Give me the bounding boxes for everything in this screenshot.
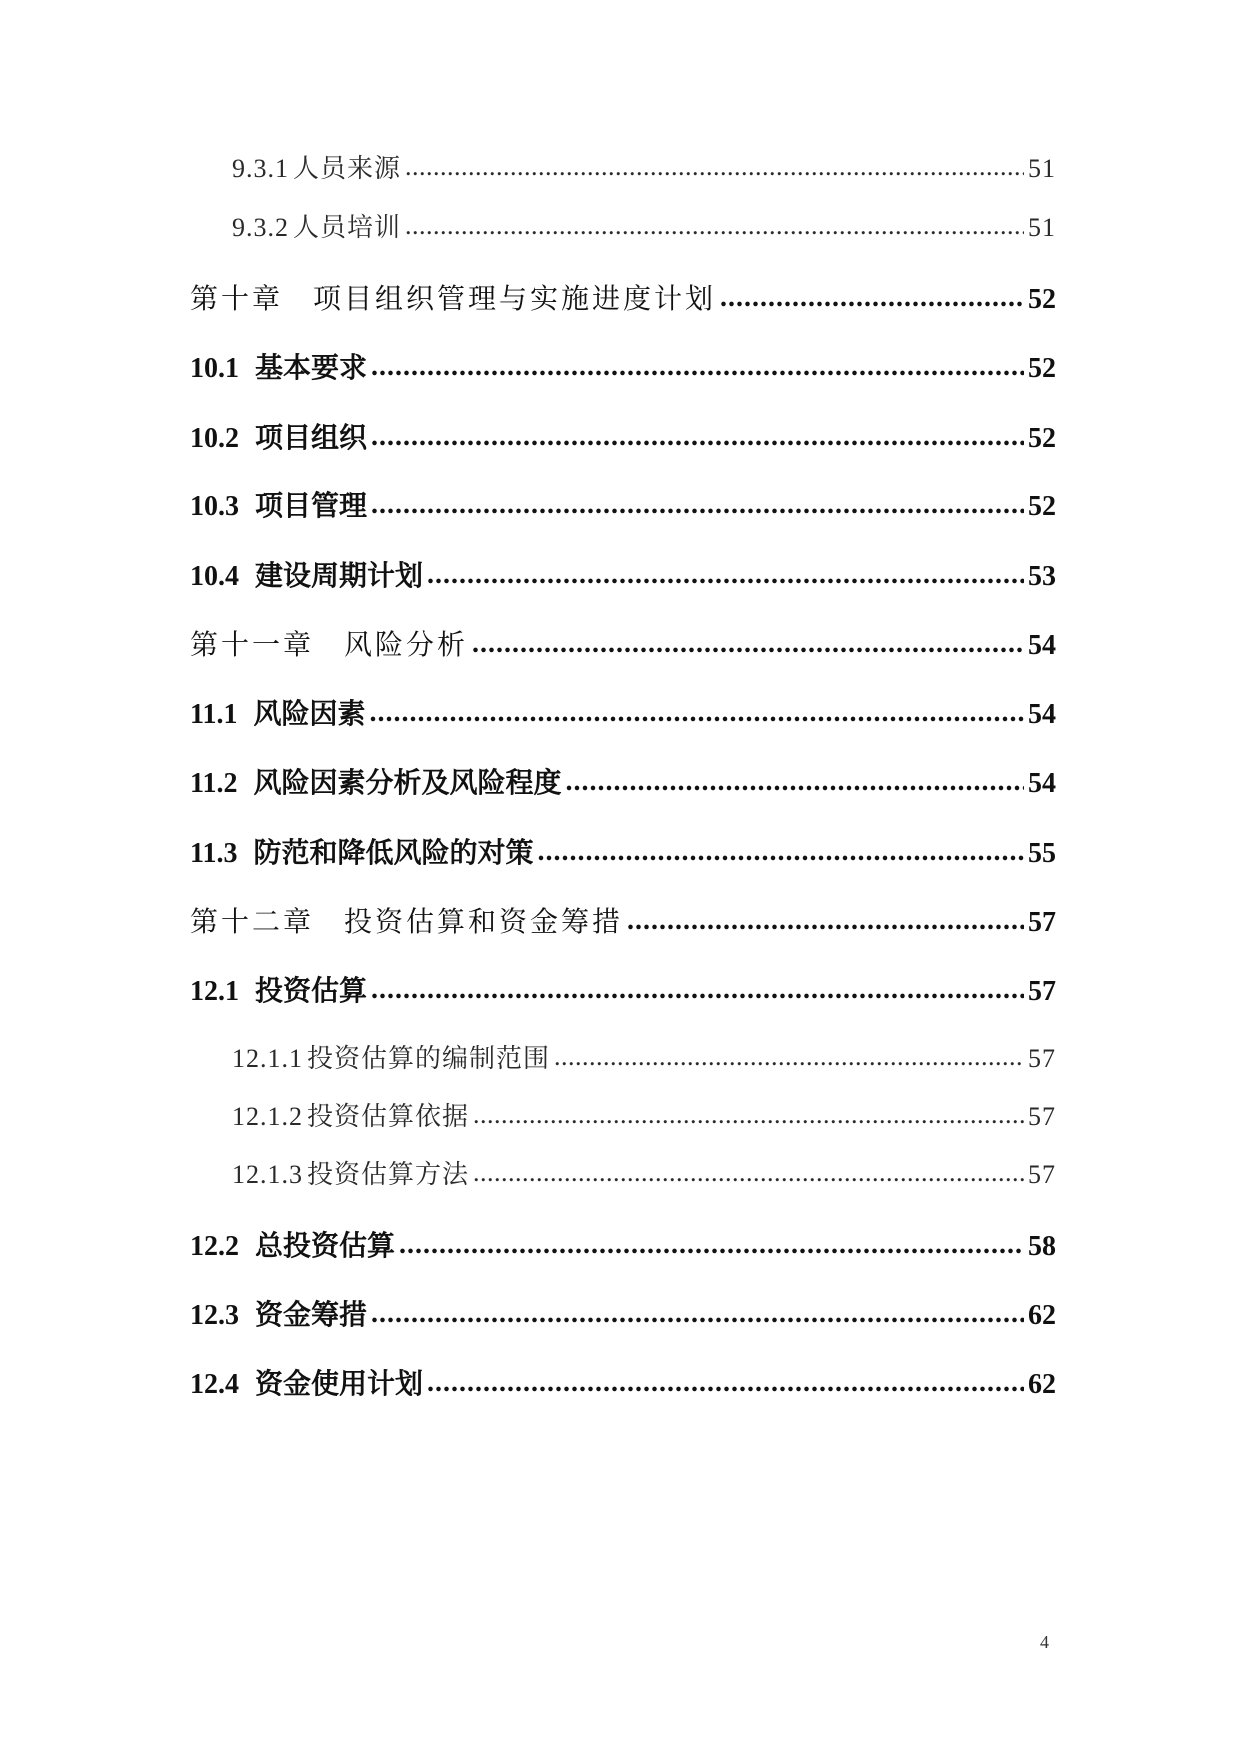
toc-entry-page: 57: [1028, 1102, 1056, 1131]
toc-entry-title: 投资估算依据: [307, 1102, 470, 1131]
toc-entry-page: 54: [1028, 699, 1056, 730]
toc-entry-number: 12.1.3: [232, 1160, 303, 1189]
toc-entry-page: 57: [1028, 907, 1056, 938]
toc-entry[interactable]: [190, 554, 1056, 594]
toc-entry-number: 12.3: [190, 1300, 239, 1331]
toc-entry[interactable]: [190, 969, 1056, 1009]
toc-entry-number: 11.3: [190, 838, 238, 869]
toc-entry-number: 12.1: [190, 976, 239, 1007]
toc-entry-number: 10.1: [190, 353, 239, 384]
dot-leader: [627, 905, 1024, 937]
dot-leader: [720, 282, 1024, 314]
toc-entry[interactable]: [190, 900, 1056, 940]
toc-entry-number: 12.4: [190, 1369, 239, 1400]
toc-entry-title: 资金筹措: [255, 1300, 368, 1331]
toc-entry-page: 52: [1028, 353, 1056, 384]
toc-entry-number: 第十二章: [190, 907, 315, 938]
dot-leader: [473, 1158, 1024, 1188]
toc-entry-title: 建设周期计划: [255, 561, 424, 592]
toc-entry-title: 基本要求: [255, 353, 368, 384]
toc-entry-title: 投资估算: [255, 976, 368, 1007]
toc-entry[interactable]: [190, 831, 1056, 871]
dot-leader: [473, 1100, 1024, 1130]
dot-leader: [371, 1298, 1024, 1330]
toc-entry-title: 风险因素分析及风险程度: [253, 768, 562, 799]
toc-entry-page: 54: [1028, 630, 1056, 661]
toc-entry-number: 9.3.1: [232, 154, 289, 183]
dot-leader: [537, 836, 1024, 868]
dot-leader: [371, 974, 1024, 1006]
toc-entry-title: 项目组织管理与实施进度计划: [313, 284, 717, 315]
toc-entry-page: 53: [1028, 561, 1056, 592]
toc-entry-title: 风险因素: [253, 699, 366, 730]
dot-leader: [369, 697, 1024, 729]
toc-entry-page: 55: [1028, 838, 1056, 869]
toc-entry-title: 防范和降低风险的对策: [253, 838, 534, 869]
toc-entry[interactable]: [190, 623, 1056, 663]
toc-entry-page: 57: [1028, 1160, 1056, 1189]
toc-entry[interactable]: [190, 1224, 1056, 1264]
toc-entry[interactable]: [190, 692, 1056, 732]
toc-entry-page: 51: [1028, 154, 1056, 183]
page-number: 4: [1040, 1632, 1049, 1652]
dot-leader: [371, 421, 1024, 453]
toc-entry-title: 资金使用计划: [255, 1369, 424, 1400]
dot-leader: [472, 628, 1024, 660]
toc-entry-page: 52: [1028, 284, 1056, 315]
toc-entry[interactable]: [232, 148, 1056, 185]
toc-entry-number: 12.1.2: [232, 1102, 303, 1131]
toc-entry-title: 投资估算和资金筹措: [344, 907, 624, 938]
dot-leader: [399, 1229, 1024, 1261]
toc-entry[interactable]: [190, 484, 1056, 524]
toc-entry-page: 54: [1028, 768, 1056, 799]
toc-entry-title: 项目组织: [255, 423, 368, 454]
toc-entry[interactable]: [232, 1096, 1056, 1133]
toc-entry-title: 人员培训: [293, 213, 402, 242]
toc-entry[interactable]: [190, 277, 1056, 317]
toc-entry-number: 11.2: [190, 768, 238, 799]
toc-entry[interactable]: [232, 207, 1056, 244]
toc-entry-number: 9.3.2: [232, 213, 289, 242]
toc-entry-page: 62: [1028, 1300, 1056, 1331]
toc-entry-title: 投资估算的编制范围: [307, 1044, 551, 1073]
dot-leader: [371, 489, 1024, 521]
toc-entry-number: 12.1.1: [232, 1044, 303, 1073]
toc-entry[interactable]: [190, 416, 1056, 456]
toc-entry-title: 投资估算方法: [307, 1160, 470, 1189]
toc-entry-page: 58: [1028, 1231, 1056, 1262]
toc-entry-title: 项目管理: [255, 491, 368, 522]
toc-entry-title: 总投资估算: [255, 1231, 396, 1262]
toc-entry-number: 第十一章: [190, 630, 315, 661]
dot-leader: [427, 1367, 1024, 1399]
toc-entry-page: 57: [1028, 976, 1056, 1007]
toc-entry-page: 51: [1028, 213, 1056, 242]
toc-entry-title: 人员来源: [293, 154, 402, 183]
dot-leader: [371, 351, 1024, 383]
toc-entry[interactable]: [190, 346, 1056, 386]
toc-entry-page: 52: [1028, 423, 1056, 454]
toc-entry[interactable]: [190, 761, 1056, 801]
dot-leader: [565, 766, 1024, 798]
dot-leader: [405, 152, 1024, 182]
toc-entry[interactable]: [190, 1293, 1056, 1333]
dot-leader: [554, 1042, 1024, 1072]
toc-entry-page: 62: [1028, 1369, 1056, 1400]
dot-leader: [427, 559, 1024, 591]
toc-entry-number: 10.3: [190, 491, 239, 522]
toc-entry-page: 57: [1028, 1044, 1056, 1073]
toc-entry-page: 52: [1028, 491, 1056, 522]
toc-entry-number: 12.2: [190, 1231, 239, 1262]
toc-entry[interactable]: [232, 1154, 1056, 1191]
toc-entry[interactable]: [190, 1362, 1056, 1402]
toc-entry-number: 10.4: [190, 561, 239, 592]
toc-entry-number: 第十章: [190, 284, 284, 315]
toc-entry-number: 10.2: [190, 423, 239, 454]
toc-entry-number: 11.1: [190, 699, 238, 730]
dot-leader: [405, 211, 1024, 241]
toc-entry[interactable]: [232, 1038, 1056, 1075]
toc-entry-title: 风险分析: [344, 630, 469, 661]
